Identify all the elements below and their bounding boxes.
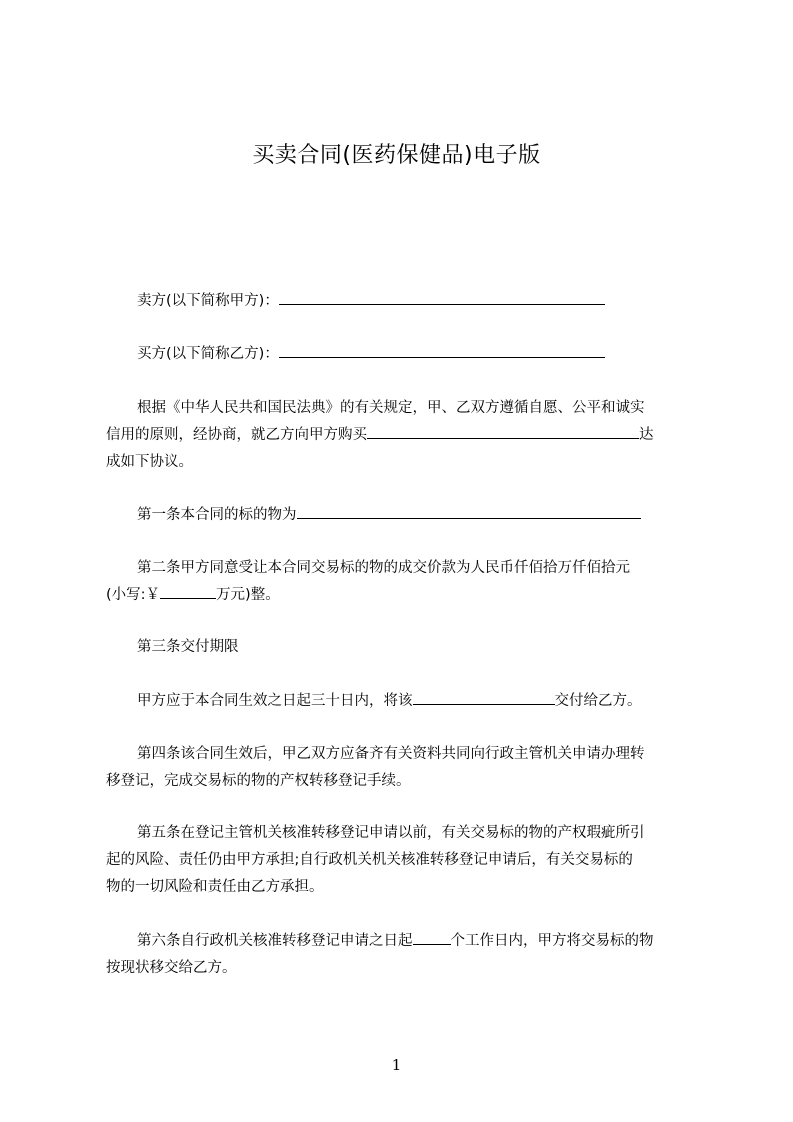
buyer-label: 买方(以下简称乙方)： [137, 346, 279, 362]
subject-matter-blank [297, 504, 641, 519]
intro-paragraph [106, 395, 700, 476]
article-3-text [106, 688, 700, 715]
article-3-heading-text: 第三条交付期限 [137, 639, 239, 655]
document-title: 买卖合同(医药保健品)电子版 [252, 143, 541, 168]
intro-line-2-end: 达 [639, 427, 654, 443]
buyer-blank [279, 343, 605, 358]
seller-line [106, 288, 700, 315]
article-2-line-2-end: 万元)整。 [216, 587, 280, 603]
seller-blank [279, 290, 605, 305]
price-blank [160, 584, 216, 599]
article-1 [106, 502, 700, 529]
article-2-line-2-start: (小写:￥ [106, 587, 161, 603]
intro-line-2-text: 信用的原则，经协商，就乙方向甲方购买 [106, 427, 367, 443]
article-5-line-2: 起的风险、责任仍由甲方承担;自行政机关机关核准转移登记申请后，有关交易标的 [106, 852, 633, 868]
article-5-line-1: 第五条在登记主管机关核准转移登记申请以前，有关交易标的物的产权瑕疵所引 [137, 825, 645, 841]
article-5-line-3: 物的一切风险和责任由乙方承担。 [106, 879, 324, 895]
delivery-item-blank [413, 690, 555, 705]
article-4 [106, 741, 700, 795]
article-1-text: 第一条本合同的标的物为 [137, 507, 297, 523]
article-4-line-2: 移登记，完成交易标的物的产权转移登记手续。 [106, 773, 411, 789]
article-5 [106, 820, 700, 901]
buyer-line [106, 341, 700, 368]
intro-line-3: 成如下协议。 [106, 454, 193, 470]
article-6-line-1-start: 第六条自行政机关核准转移登记申请之日起 [137, 933, 413, 949]
article-6-line-2: 按现状移交给乙方。 [106, 960, 237, 976]
article-6 [106, 928, 700, 982]
seller-label: 卖方(以下简称甲方)： [137, 293, 279, 309]
intro-line-1: 根据《中华人民共和国民法典》的有关规定，甲、乙双方遵循自愿、公平和诚实 [137, 400, 645, 416]
article-4-line-1: 第四条该合同生效后，甲乙双方应备齐有关资料共同向行政主管机关申请办理转 [137, 746, 645, 762]
article-2-line-1: 第二条甲方同意受让本合同交易标的物的成交价款为人民币仟佰拾万仟佰拾元 [137, 560, 630, 576]
article-3-text-start: 甲方应于本合同生效之日起三十日内，将该 [137, 693, 413, 709]
product-blank [367, 424, 639, 439]
article-3-heading [106, 634, 700, 661]
working-days-blank [413, 930, 451, 945]
article-6-line-1-end: 个工作日内，甲方将交易标的物 [450, 933, 654, 949]
page-number: 1 [391, 1056, 402, 1074]
article-2 [106, 555, 700, 609]
article-3-text-end: 交付给乙方。 [554, 693, 642, 709]
